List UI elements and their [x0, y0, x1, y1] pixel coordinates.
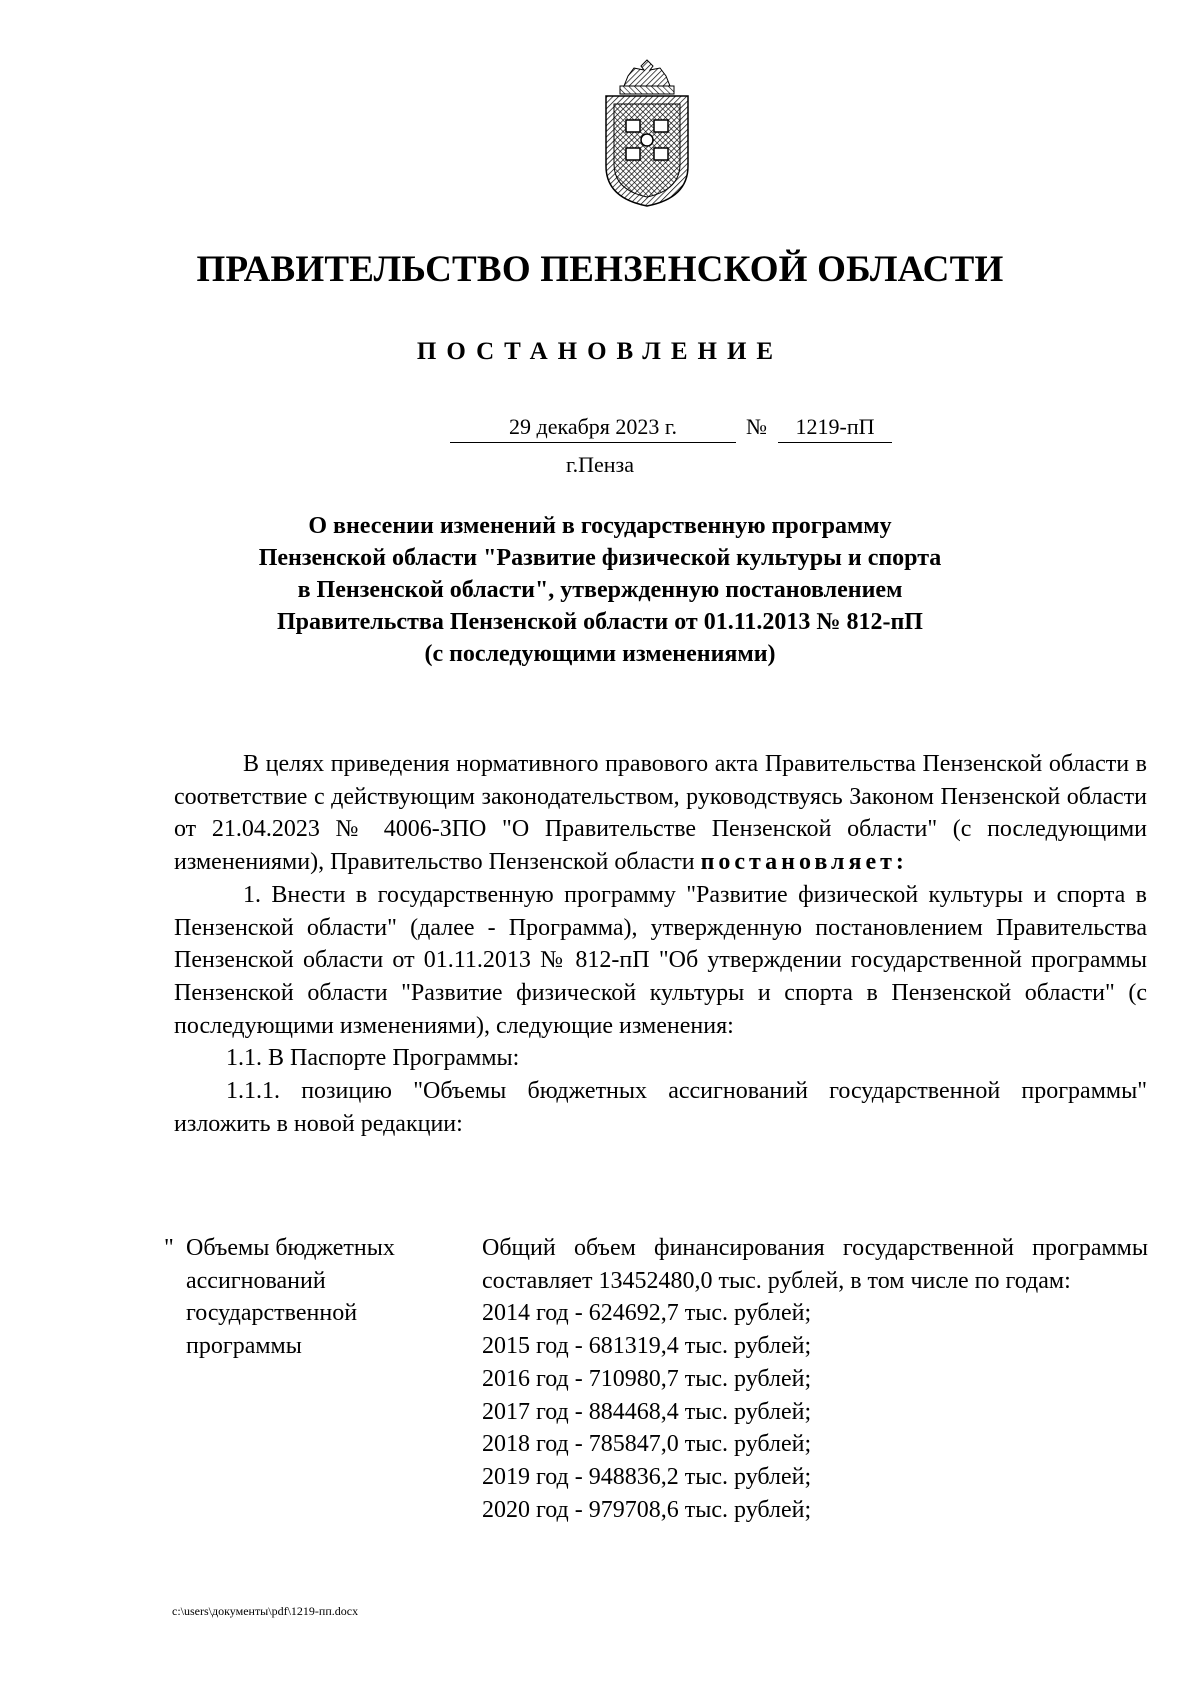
table-right-column — [482, 1232, 1148, 1526]
date-number-line — [0, 412, 1200, 444]
subject-line: в Пензенской области", утвержденную постановлением — [297, 577, 903, 603]
preamble-text: В целях приведения нормативного правового акта Правительства Пензенской области в соответствие с действующим законодательством, руководствуясь Законом Пензенской области от 21.04.2023 № 4006-ЗПО "О Правительстве Пензенской области" (с последующими изменениями), Правительство Пензенской области — [174, 751, 1147, 876]
document-date: 29 декабря 2023 г. — [450, 412, 736, 443]
year-line: 2016 год - 710980,7 тыс. рублей; — [482, 1365, 812, 1392]
left-column-line: государственной — [186, 1300, 358, 1327]
document-subject — [200, 510, 1000, 670]
left-column-line: ассигнований — [186, 1267, 326, 1294]
left-column-line: программы — [186, 1333, 302, 1360]
organization-title: ПРАВИТЕЛЬСТВО ПЕНЗЕНСКОЙ ОБЛАСТИ — [196, 249, 1004, 290]
item-1-1-1-paragraph: 1.1.1. позицию "Объемы бюджетных ассигнований государственной программы" изложить в новой редакции: — [174, 1078, 1147, 1137]
year-line: 2019 год - 948836,2 тыс. рублей; — [482, 1463, 812, 1490]
city: г.Пенза — [566, 452, 634, 477]
coat-of-arms-emblem — [600, 58, 694, 208]
year-line: 2020 год - 979708,6 тыс. рублей; — [482, 1496, 812, 1523]
year-line: 2015 год - 681319,4 тыс. рублей; — [482, 1333, 812, 1360]
item-1-paragraph: 1. Внести в государственную программу "Развитие физической культуры и спорта в Пензенской области" (далее - Программа), утвержденную постановлением Правительства Пензенской области от 01.11.2013 № 812-пП "Об утверждении государственной программы Пензенской области "Развитие физической культуры и спорта в Пензенской области" (с последующими изменениями), следующие изменения: — [174, 881, 1147, 1039]
subject-line: Пензенской области "Развитие физической культуры и спорта — [258, 545, 942, 571]
year-line: 2014 год - 624692,7 тыс. рублей; — [482, 1300, 812, 1327]
financing-intro: Общий объем финансирования государственной программы составляет 13452480,0 тыс. рублей, в том числе по годам: — [482, 1235, 1148, 1294]
year-line: 2017 год - 884468,4 тыс. рублей; — [482, 1398, 812, 1425]
table-open-quote: " — [164, 1235, 174, 1261]
subject-line: Правительства Пензенской области от 01.11.2013 № 812-пП — [277, 609, 923, 635]
preamble-paragraph — [174, 748, 1147, 879]
item-1-1-paragraph: 1.1. В Паспорте Программы: — [226, 1045, 520, 1072]
subject-line: (с последующими изменениями) — [424, 641, 776, 667]
footer-file-path: c:\users\документы\pdf\1219-пп.docx — [172, 1604, 359, 1618]
year-line: 2018 год - 785847,0 тыс. рублей; — [482, 1431, 812, 1458]
table-left-column — [186, 1232, 466, 1363]
subject-line: О внесении изменений в государственную программу — [308, 513, 892, 539]
number-sign: № — [746, 414, 767, 439]
document-type: ПОСТАНОВЛЕНИЕ — [416, 338, 784, 365]
left-column-line: Объемы бюджетных — [186, 1235, 395, 1261]
resolves-word: постановляет: — [700, 849, 908, 876]
document-body — [174, 748, 1147, 1140]
document-number: 1219-пП — [778, 412, 892, 443]
